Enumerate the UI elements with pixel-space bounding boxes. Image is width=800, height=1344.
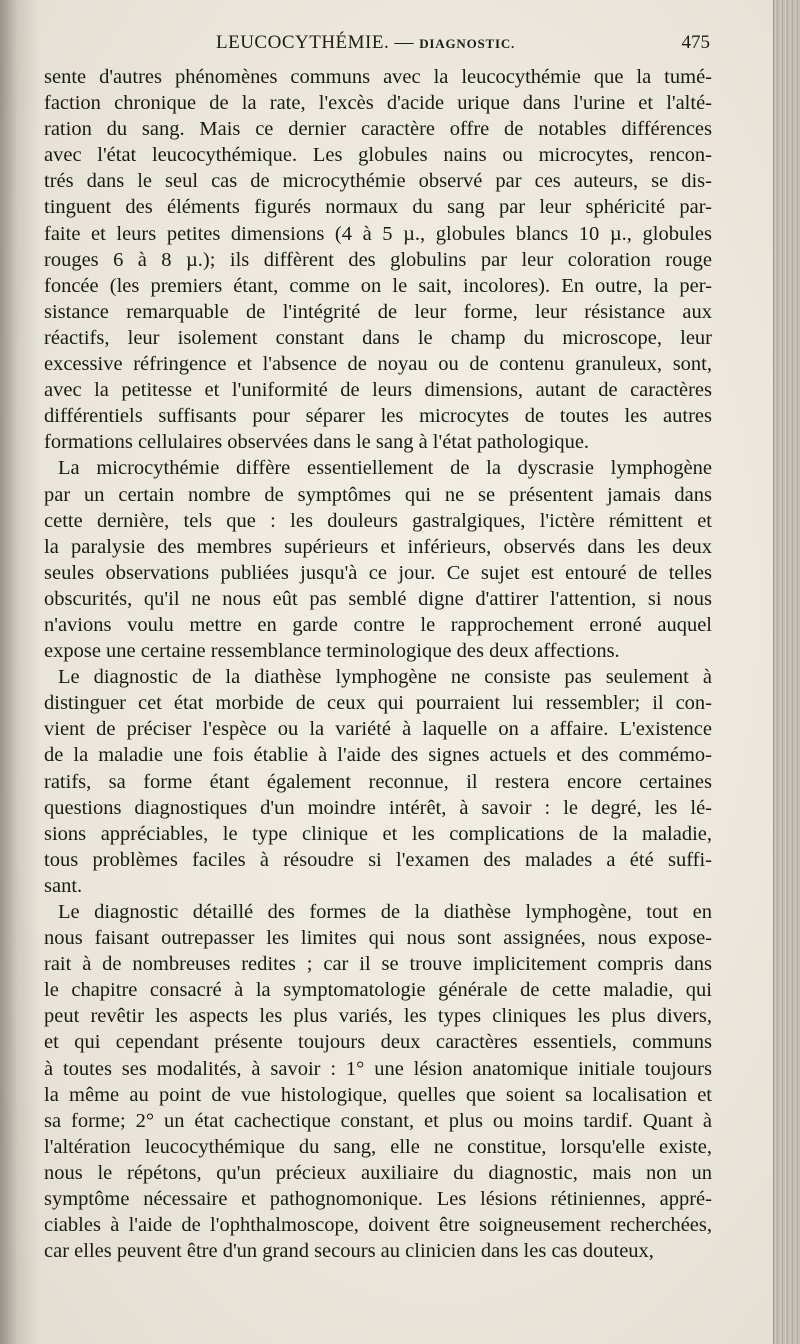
text-line: avec la petitesse et l'uniformité de leurs dimensions, autant de caractères bbox=[44, 379, 712, 402]
text-line: par un certain nombre de symptômes qui ne se présentent jamais dans bbox=[44, 483, 712, 506]
text-line: sant. bbox=[44, 874, 83, 897]
text-line: formations cellulaires observées dans le sang à l'état pathologique. bbox=[44, 431, 590, 454]
text-line: excessive réfringence et l'absence de noyau ou de contenu granuleux, sont, bbox=[44, 353, 712, 376]
text-line: la même au point de vue histologique, quelles que soient sa localisation et bbox=[44, 1083, 712, 1106]
text-line: sistance remarquable de l'intégrité de leur forme, leur résistance aux bbox=[44, 300, 712, 323]
text-line: ratifs, sa forme étant également reconnue, il restera encore certaines bbox=[44, 770, 712, 793]
paragraph bbox=[44, 899, 712, 1264]
paragraph bbox=[44, 455, 712, 664]
running-head-sub: DIAGNOSTIC. bbox=[419, 36, 516, 51]
text-line: sente d'autres phénomènes communs avec la leucocythémie que la tumé- bbox=[44, 66, 712, 88]
text-line: questions diagnostiques d'un moindre intérêt, à savoir : le degré, les lé- bbox=[44, 796, 712, 819]
text-line: le chapitre consacré à la symptomatologie générale de cette maladie, qui bbox=[44, 979, 712, 1002]
binding-shadow bbox=[0, 0, 40, 1344]
text-line: vient de préciser l'espèce ou la variété à laquelle on a affaire. L'existence bbox=[44, 718, 712, 741]
text-line: n'avions voulu mettre en garde contre le rapprochement erroné auquel bbox=[44, 613, 712, 636]
text-line: faction chronique de la rate, l'excès d'acide urique dans l'urine et l'alté- bbox=[44, 92, 712, 115]
text-line: différentiels suffisants pour séparer les microcytes de toutes les autres bbox=[44, 405, 712, 428]
text-line: obscurités, qu'il ne nous eût pas semblé digne d'attirer l'attention, si nous bbox=[44, 587, 712, 610]
paragraph bbox=[44, 64, 712, 455]
paragraph bbox=[44, 664, 712, 899]
text-line: trés dans le seul cas de microcythémie observé par ces auteurs, se dis- bbox=[44, 170, 712, 193]
text-line: tous problèmes faciles à résoudre si l'examen des malades a été suffi- bbox=[44, 848, 712, 871]
text-line: réactifs, leur isolement constant dans le champ du microscope, leur bbox=[44, 326, 712, 349]
text-line: expose une certaine ressemblance terminologique des deux affections. bbox=[44, 640, 620, 663]
text-line: symptôme nécessaire et pathognomonique. Les lésions rétiniennes, appré- bbox=[44, 1188, 712, 1211]
text-line: Le diagnostic détaillé des formes de la diathèse lymphogène, tout en bbox=[58, 901, 712, 923]
text-line: distinguer cet état morbide de ceux qui pourraient lui ressembler; il con- bbox=[44, 692, 712, 715]
text-line: rouges 6 à 8 µ.); ils diffèrent des globulins par leur coloration rouge bbox=[44, 248, 712, 271]
text-line: car elles peuvent être d'un grand secours au clinicien dans les cas douteux, bbox=[44, 1240, 654, 1263]
text-line: La microcythémie diffère essentiellement de la dyscrasie lymphogène bbox=[58, 457, 712, 480]
text-line: Le diagnostic de la diathèse lymphogène ne consiste pas seulement à bbox=[58, 666, 712, 689]
body-text bbox=[44, 64, 712, 1264]
text-line: à toutes ses modalités, à savoir : 1° une lésion anatomique initiale toujours bbox=[44, 1057, 712, 1080]
running-head-main: LEUCOCYTHÉMIE. bbox=[216, 32, 390, 53]
text-line: ration du sang. Mais ce dernier caractère offre de notables différences bbox=[44, 118, 712, 141]
text-line: foncée (les premiers étant, comme on le sait, incolores). En outre, la per- bbox=[44, 274, 712, 297]
text-line: tinguent des éléments figurés normaux du sang par leur sphéricité par- bbox=[44, 196, 712, 219]
running-head-title bbox=[216, 32, 515, 54]
text-line: seules observations publiées jusqu'à ce jour. Ce sujet est entouré de telles bbox=[44, 561, 712, 584]
running-head-dash: — bbox=[389, 32, 420, 53]
text-line: sions appréciables, le type clinique et les complications de la maladie, bbox=[44, 822, 712, 845]
text-line: sa forme; 2° un état cachectique constant, et plus ou moins tardif. Quant à bbox=[44, 1109, 712, 1132]
text-line: rait à de nombreuses redites ; car il se trouve implicitement compris dans bbox=[44, 953, 712, 976]
text-line: nous faisant outrepasser les limites qui nous sont assignées, nous expose- bbox=[44, 927, 712, 950]
page-edge-stack bbox=[773, 0, 800, 1344]
text-line: ciables à l'aide de l'ophthalmoscope, doivent être soigneusement recherchées, bbox=[44, 1214, 712, 1237]
text-line: faite et leurs petites dimensions (4 à 5 µ., globules blancs 10 µ., globules bbox=[44, 222, 712, 245]
text-line: peut revêtir les aspects les plus variés, les types cliniques les plus divers, bbox=[44, 1005, 712, 1028]
text-line: de la maladie une fois établie à l'aide des signes actuels et des commémo- bbox=[44, 744, 712, 767]
text-line: l'altération leucocythémique du sang, elle ne constitue, lorsqu'elle existe, bbox=[44, 1135, 712, 1158]
running-head bbox=[70, 32, 710, 58]
text-line: nous le répétons, qu'un précieux auxiliaire du diagnostic, mais non un bbox=[44, 1161, 712, 1184]
text-line: la paralysie des membres supérieurs et inférieurs, observés dans les deux bbox=[44, 535, 712, 558]
text-line: avec l'état leucocythémique. Les globules nains ou microcytes, rencon- bbox=[44, 144, 712, 167]
text-line: cette dernière, tels que : les douleurs gastralgiques, l'ictère rémittent et bbox=[44, 509, 712, 532]
page-number: 475 bbox=[681, 32, 710, 53]
text-line: et qui cependant présente toujours deux caractères essentiels, communs bbox=[44, 1031, 712, 1054]
